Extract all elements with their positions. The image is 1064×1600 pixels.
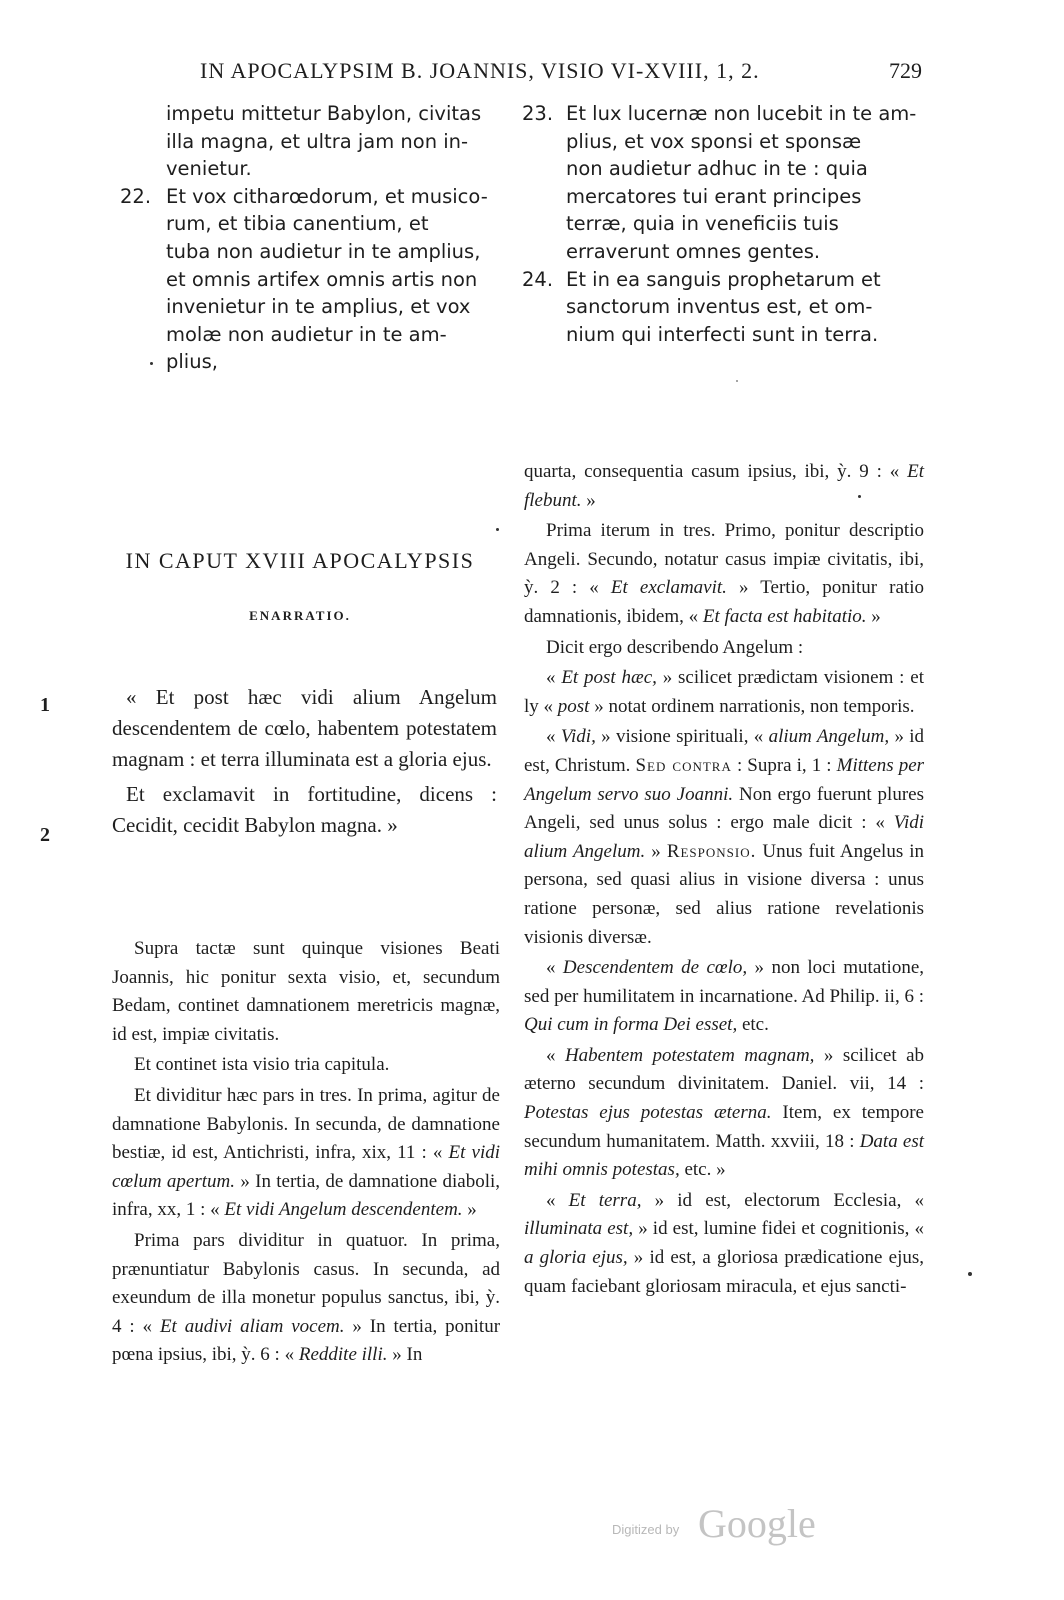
verse-number: 24. bbox=[522, 267, 554, 291]
scan-speck bbox=[736, 380, 738, 382]
commentary-left bbox=[112, 935, 500, 1372]
verse-line: Et lux lucernæ non lucebit in te am- bbox=[566, 102, 917, 125]
verse-line: erraverunt omnes gentes. bbox=[566, 239, 821, 263]
citation: illuminata est, bbox=[524, 1218, 634, 1240]
verse-line: non audietur adhuc in te : quia bbox=[566, 157, 868, 181]
citation: Et vidi Angelum descendentem. bbox=[224, 1199, 463, 1221]
google-logo: Google bbox=[698, 1501, 816, 1546]
text-run: quarta, consequentia casum ipsius, ibi, ỳ. 9 : « bbox=[524, 461, 900, 482]
text-run: etc. » bbox=[684, 1159, 726, 1181]
text-run: Unus fuit Angelus in persona, sed quasi alius in visione diversa : unus ratione personæ, sed alius ratione revelationis visionis diversæ. bbox=[524, 840, 925, 948]
text-run: Prima iterum in tres. Primo, ponitur descriptio Angeli. Secundo, notatur casus impiæ civitatis, ibi, ỳ. 2 : « bbox=[524, 520, 924, 599]
text-run: » id est, Christum. bbox=[524, 726, 925, 776]
text-run: » id est, lumine fidei et cognitionis, « bbox=[638, 1218, 924, 1240]
digitized-watermark bbox=[612, 1502, 832, 1552]
page-number: 729 bbox=[889, 58, 922, 83]
text-run: » scilicet ab æterno secundum divinitatem. Daniel. vii, 14 : bbox=[524, 1044, 925, 1095]
verse-line: molæ non audietur in te am- bbox=[166, 322, 447, 346]
citation: Mittens per Angelum servo suo Joanni. bbox=[524, 754, 925, 805]
running-header bbox=[200, 58, 930, 88]
lemma-text bbox=[112, 682, 497, 845]
chapter-subtitle: ENARRATIO. bbox=[249, 608, 351, 623]
text-run: » In tertia, ponitur pœna ipsius, ibi, ỳ. 6 : « bbox=[112, 1315, 501, 1366]
commentary-paragraph bbox=[112, 1227, 500, 1370]
citation: alium Angelum, bbox=[768, 726, 890, 748]
text-run: : Supra i, 1 : bbox=[736, 754, 832, 776]
verse-line: Et in ea sanguis prophetarum et bbox=[566, 267, 881, 291]
verse-column-left bbox=[120, 100, 500, 376]
verse-21-continuation bbox=[120, 100, 500, 183]
small-caps-term: Responsio. bbox=[666, 840, 757, 862]
text-run: » scilicet prædictam visionem : et ly « bbox=[524, 667, 924, 717]
margin-verse-marker: 2 bbox=[40, 824, 50, 846]
commentary-paragraph bbox=[524, 517, 924, 631]
lemma-paragraph: Et exclamavit in fortitudine, dicens : Cecidit, cecidit Babylon magna. » bbox=[112, 782, 497, 837]
verse-line: et omnis artifex omnis artis non bbox=[166, 267, 478, 291]
verse-column-right bbox=[522, 100, 922, 348]
verse-line: mercatores tui erant principes bbox=[566, 184, 862, 208]
text-run: » bbox=[871, 605, 881, 627]
commentary-right bbox=[524, 458, 924, 1303]
verse-number: 23. bbox=[522, 102, 554, 125]
commentary-paragraph bbox=[524, 458, 924, 515]
text-run: « bbox=[546, 957, 556, 979]
verse-line: rum, et tibia canentium, et bbox=[166, 212, 429, 236]
lemma-paragraph: « Et post hæc vidi alium Angelum descendentem de cœlo, habentem potestatem magnam : et terra illuminata est a gloria ejus. bbox=[112, 685, 497, 771]
verse-line: nium qui interfecti sunt in terra. bbox=[566, 322, 879, 346]
citation: Et vidi cœlum apertum. bbox=[112, 1142, 501, 1192]
citation: Vidi alium Angelum. bbox=[524, 812, 925, 862]
text-run: » bbox=[586, 489, 596, 511]
commentary-paragraph bbox=[112, 1082, 500, 1225]
text-run: etc. bbox=[741, 1014, 769, 1036]
verse-line: plius, bbox=[166, 350, 218, 374]
commentary-paragraph: Dicit ergo describendo Angelum : bbox=[546, 636, 804, 658]
commentary-paragraph bbox=[524, 664, 924, 721]
citation: a gloria ejus, bbox=[524, 1247, 628, 1269]
text-run: » In bbox=[392, 1344, 423, 1366]
citation: Vidi, bbox=[560, 726, 596, 748]
text-run: « bbox=[546, 667, 556, 689]
scan-speck bbox=[496, 528, 499, 531]
text-run: « bbox=[546, 726, 556, 748]
verse-line: impetu mittetur Babylon, civitas bbox=[166, 102, 482, 125]
text-run: » non loci mutatione, sed per humilitatem in incarnatione. Ad Philip. ii, 6 : bbox=[524, 957, 924, 1007]
citation: Et exclamavit. bbox=[610, 577, 727, 599]
text-run: » id est, electorum Ecclesia, « bbox=[654, 1189, 925, 1211]
commentary-paragraph bbox=[524, 1042, 924, 1185]
text-run: » Tertio, ponitur ratio damnationis, ibidem, « bbox=[524, 577, 924, 627]
text-run: » bbox=[467, 1199, 477, 1221]
verse-22 bbox=[120, 183, 500, 376]
text-run: Non ergo fuerunt plures Angeli, sed unus solus : ergo male dicit : « bbox=[524, 783, 924, 834]
text-run: » id est, a gloriosa prædicatione ejus, quam faciebant gloriosam miracula, et ejus sancti- bbox=[524, 1247, 924, 1297]
verse-line: invenietur in te amplius, et vox bbox=[166, 295, 471, 319]
verse-line: venietur. bbox=[166, 157, 252, 181]
chapter-title: IN CAPUT XVIII APOCALYPSIS bbox=[125, 548, 475, 573]
commentary-paragraph bbox=[524, 723, 924, 952]
verse-line: Et vox citharœdorum, et musico- bbox=[166, 184, 488, 208]
verse-line: tuba non audietur in te amplius, bbox=[166, 239, 481, 263]
commentary-paragraph bbox=[524, 954, 924, 1040]
text-run: Et dividitur hæc pars in tres. In prima, agitur de damnatione Babylonis. In secunda, de damnatione bestiæ, id est, Antichristi, infra, xix, 11 : « bbox=[112, 1084, 500, 1164]
citation: Qui cum in forma Dei esset, bbox=[524, 1014, 738, 1036]
text-run: Item, ex tempore secundum humanitatem. Matth. xxviii, 18 : bbox=[524, 1102, 924, 1152]
citation: Et terra, bbox=[568, 1189, 642, 1211]
running-head: IN APOCALYPSIM B. JOANNIS, VISIO VI-XVIII, 1, 2. bbox=[200, 58, 760, 83]
citation: post bbox=[557, 695, 590, 717]
commentary-paragraph: Et continet ista visio tria capitula. bbox=[134, 1054, 390, 1076]
verse-line: plius, et vox sponsi et sponsæ bbox=[566, 129, 862, 153]
citation: Data est mihi omnis potestas, bbox=[524, 1130, 925, 1181]
citation: Et audivi aliam vocem. bbox=[159, 1315, 345, 1337]
citation: Habentem potestatem magnam, bbox=[564, 1044, 815, 1066]
scan-speck bbox=[858, 495, 861, 498]
text-run: » In tertia, de damnatione diaboli, infra, xx, 1 : « bbox=[112, 1170, 501, 1221]
verse-line: terræ, quia in veneficiis tuis bbox=[566, 212, 839, 236]
verse-line: sanctorum inventus est, et om- bbox=[566, 295, 873, 319]
scan-speck bbox=[150, 362, 153, 365]
citation: Et facta est habitatio. bbox=[702, 605, 867, 627]
citation: Et post hæc, bbox=[561, 667, 657, 689]
text-run: » bbox=[651, 840, 661, 862]
text-run: Prima pars dividitur in quatuor. In prima, prænuntiatur Babylonis casus. In secunda, ad exeundum de illa monetur populus sanctus, ibi, ỳ. 4 : « bbox=[112, 1229, 500, 1337]
citation: Potestas ejus potestas æterna. bbox=[524, 1102, 772, 1124]
citation: Reddite illi. bbox=[298, 1344, 388, 1366]
text-run: « bbox=[546, 1044, 556, 1066]
citation: Descendentem de cœlo, bbox=[562, 957, 748, 979]
text-run: » visione spirituali, « bbox=[601, 726, 764, 748]
verse-number: 22. bbox=[120, 184, 152, 208]
small-caps-term: Sed contra bbox=[635, 754, 732, 776]
watermark-caption: Digitized by bbox=[612, 1522, 680, 1537]
verse-23 bbox=[522, 100, 922, 266]
citation: Et flebunt. bbox=[524, 461, 924, 511]
scan-speck bbox=[968, 1272, 972, 1276]
commentary-paragraph: Supra tactæ sunt quinque visiones Beati Joannis, hic ponitur sexta visio, et, secundum Bedam, continet damnationem meretricis magnæ, id est, impiæ civitatis. bbox=[112, 938, 500, 1045]
text-run: » notat ordinem narrationis, non temporis. bbox=[594, 695, 915, 717]
verse-24 bbox=[522, 266, 922, 349]
verse-line: illa magna, et ultra jam non in- bbox=[166, 129, 469, 153]
commentary-paragraph bbox=[524, 1187, 924, 1301]
text-run: « bbox=[546, 1189, 556, 1211]
margin-verse-marker: 1 bbox=[40, 694, 50, 716]
